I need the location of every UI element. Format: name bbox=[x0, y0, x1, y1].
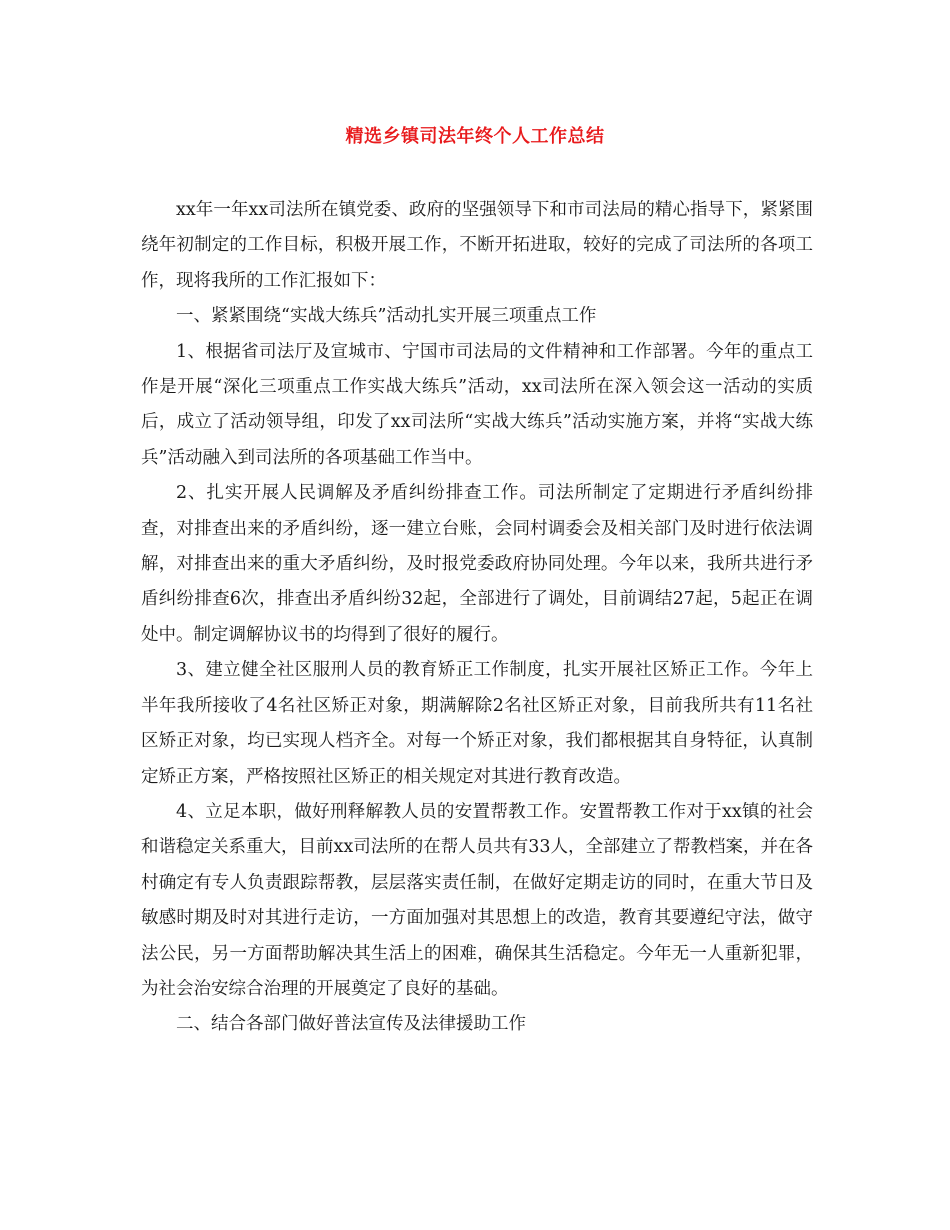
paragraph-item-4: 4、立足本职，做好刑释解教人员的安置帮教工作。安置帮教工作对于xx镇的社会和谐稳定关系重大，目前xx司法所的在帮人员共有33人，全部建立了帮教档案，并在各村确定有专人负责跟踪帮教，层层落实责任制，在做好定期走访的同时，在重大节日及敏感时期及时对其进行走访，一方面加强对其思想上的改造，教育其要遵纪守法，做守法公民，另一方面帮助解决其生活上的困难，确保其生活稳定。今年无一人重新犯罪，为社会治安综合治理的开展奠定了良好的基础。 bbox=[141, 801, 814, 999]
paragraph-item-1: 1、根据省司法厅及宣城市、宁国市司法局的文件精神和工作部署。今年的重点工作是开展“深化三项重点工作实战大练兵”活动，xx司法所在深入领会这一活动的实质后，成立了活动领导组，印发了xx司法所“实战大练兵”活动实施方案，并将“实战大练兵”活动融入到司法所的各项基础工作当中。 bbox=[141, 341, 813, 468]
section-heading-2: 二、结合各部门做好普法宣传及法律援助工作 bbox=[176, 1014, 526, 1035]
document-body bbox=[141, 193, 813, 1043]
paragraph-item-2: 2、扎实开展人民调解及矛盾纠纷排查工作。司法所制定了定期进行矛盾纠纷排查，对排查出来的矛盾纠纷，逐一建立台账，会同村调委会及相关部门及时进行依法调解，对排查出来的重大矛盾纠纷，及时报党委政府协同处理。今年以来，我所共进行矛盾纠纷排查6次，排查出矛盾纠纷32起，全部进行了调处，目前调结27起，5起正在调处中。制定调解协议书的均得到了很好的履行。 bbox=[141, 483, 813, 645]
document-title: 精选乡镇司法年终个人工作总结 bbox=[345, 126, 605, 147]
section-heading-1: 一、紧紧围绕“实战大练兵”活动扎实开展三项重点工作 bbox=[176, 306, 597, 327]
paragraph-item-3: 3、建立健全社区服刑人员的教育矫正工作制度，扎实开展社区矫正工作。今年上半年我所接收了4名社区矫正对象，期满解除2名社区矫正对象，目前我所共有11名社区矫正对象，均已实现人档齐全。对每一个矫正对象，我们都根据其自身特征，认真制定矫正方案，严格按照社区矫正的相关规定对其进行教育改造。 bbox=[141, 660, 813, 787]
paragraph-intro: xx年一年xx司法所在镇党委、政府的坚强领导下和市司法局的精心指导下，紧紧围绕年初制定的工作目标，积极开展工作，不断开拓进取，较好的完成了司法所的各项工作，现将我所的工作汇报如下： bbox=[141, 200, 813, 291]
